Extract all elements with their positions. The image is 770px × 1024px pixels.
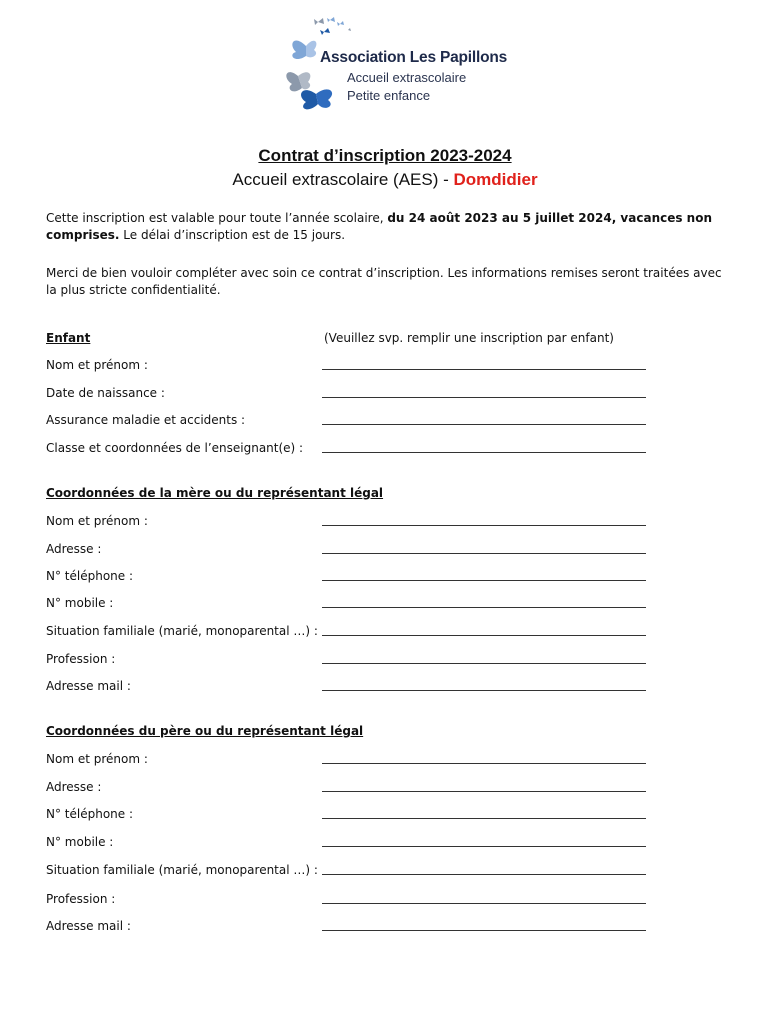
father-profession-field[interactable]: [322, 903, 646, 904]
logo-name: Association Les Papillons: [320, 49, 508, 66]
father-email-field[interactable]: [322, 930, 646, 931]
mother-section-heading: Coordonnées de la mère ou du représentant légal: [46, 486, 384, 500]
child-section-note: (Veuillez svp. remplir une inscription par enfant): [324, 331, 614, 345]
mother-phone-label: N° téléphone :: [46, 569, 134, 583]
logo-tagline-2: Petite enfance: [347, 88, 431, 103]
father-email-label: Adresse mail :: [46, 919, 131, 933]
child-name-field[interactable]: [322, 369, 646, 370]
document-subtitle: [0, 170, 770, 190]
association-logo: [284, 14, 508, 110]
location-name: Domdidier: [453, 170, 538, 189]
father-profession-label: Profession :: [46, 892, 116, 906]
subtitle-text: Accueil extrascolaire (AES) -: [232, 170, 454, 189]
mother-email-field[interactable]: [322, 690, 646, 691]
mother-profession-field[interactable]: [322, 663, 646, 664]
mother-name-field[interactable]: [322, 525, 646, 526]
child-section-heading: Enfant: [46, 331, 91, 345]
father-mobile-field[interactable]: [322, 846, 646, 847]
father-phone-field[interactable]: [322, 818, 646, 819]
father-name-label: Nom et prénom :: [46, 752, 148, 766]
father-family-status-label: Situation familiale (marié, monoparental …) :: [46, 863, 318, 877]
child-insurance-label: Assurance maladie et accidents :: [46, 413, 246, 427]
child-name-label: Nom et prénom :: [46, 358, 148, 372]
child-birthdate-label: Date de naissance :: [46, 386, 165, 400]
father-address-label: Adresse :: [46, 780, 102, 794]
logo-tagline-1: Accueil extrascolaire: [347, 70, 467, 85]
father-name-field[interactable]: [322, 763, 646, 764]
confidentiality-paragraph: Merci de bien vouloir compléter avec soin ce contrat d’inscription. Les informations remises seront traitées avec la plus stricte confidentialité.: [46, 266, 722, 297]
child-insurance-field[interactable]: [322, 424, 646, 425]
father-mobile-label: N° mobile :: [46, 835, 114, 849]
mother-address-field[interactable]: [322, 553, 646, 554]
mother-address-label: Adresse :: [46, 542, 102, 556]
father-phone-label: N° téléphone :: [46, 807, 134, 821]
father-address-field[interactable]: [322, 791, 646, 792]
mother-mobile-label: N° mobile :: [46, 596, 114, 610]
validity-dates: du 24 août 2023 au 5 juillet 2024, vacances non comprises.: [46, 211, 713, 242]
validity-text-start: Cette inscription est valable pour toute l’année scolaire,: [46, 211, 388, 225]
child-teacher-field[interactable]: [322, 452, 646, 453]
document-title: Contrat d’inscription 2023-2024: [258, 146, 512, 165]
mother-phone-field[interactable]: [322, 580, 646, 581]
mother-family-status-field[interactable]: [322, 635, 646, 636]
validity-text-end: Le délai d’inscription est de 15 jours.: [119, 228, 346, 242]
father-family-status-field[interactable]: [322, 874, 646, 875]
mother-mobile-field[interactable]: [322, 607, 646, 608]
child-teacher-label: Classe et coordonnées de l’enseignant(e) :: [46, 441, 304, 455]
validity-paragraph: [46, 210, 736, 244]
mother-profession-label: Profession :: [46, 652, 116, 666]
father-section-heading: Coordonnées du père ou du représentant légal: [46, 724, 364, 738]
mother-family-status-label: Situation familiale (marié, monoparental …) :: [46, 624, 318, 638]
mother-email-label: Adresse mail :: [46, 679, 131, 693]
mother-name-label: Nom et prénom :: [46, 514, 148, 528]
child-birthdate-field[interactable]: [322, 397, 646, 398]
